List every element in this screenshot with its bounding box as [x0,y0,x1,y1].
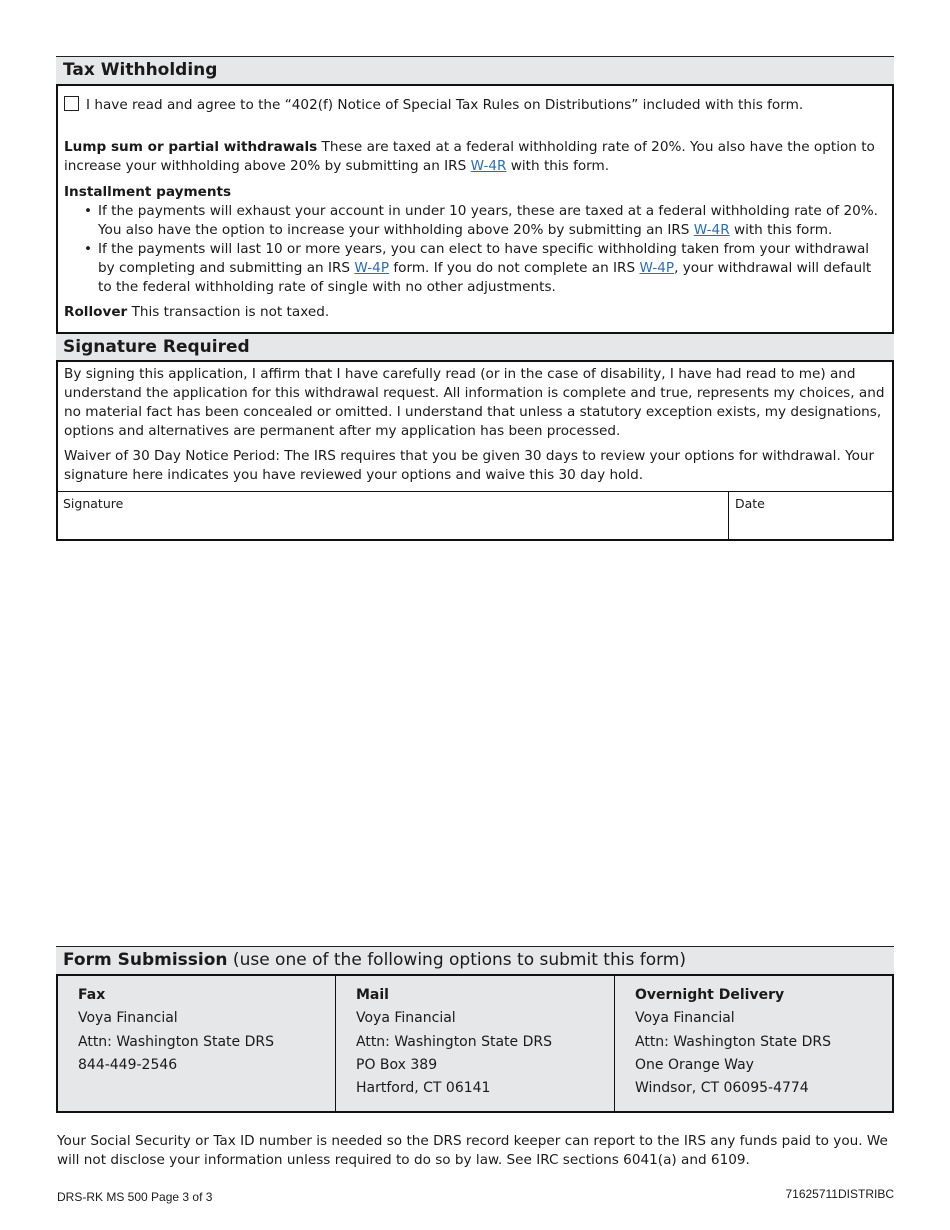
form-submission-title: Form Submission [63,950,228,970]
address-line: Hartford, CT 06141 [356,1080,491,1097]
address-line: Attn: Washington State DRS [356,1033,552,1050]
w4r-link[interactable]: W-4R [470,158,507,174]
footer-form-id: DRS-RK MS 500 Page 3 of 3 [57,1190,213,1204]
footer-barcode-id: 71625711DISTRIBC [785,1187,894,1201]
address-line: Windsor, CT 06095-4774 [635,1080,809,1097]
mail-title: Mail [356,987,389,1003]
installment-label: Installment payments [64,184,232,200]
fax-column [58,976,336,1111]
form-submission-subtitle: (use one of the following options to submit this form) [227,950,686,970]
form-submission-box [56,974,894,1113]
rollover-label: Rollover [64,304,128,320]
form-submission-header [56,946,894,975]
w4p-link[interactable]: W-4P [639,260,675,276]
waiver-text: Waiver of 30 Day Notice Period: The IRS requires that you be given 30 days to review your options for withdrawal. Your signature here indicates you have reviewed your options and waive this 30 day hold. [64,448,875,483]
signature-label: Signature [63,496,124,511]
installment-bullet-2: • If the payments will last 10 or more years, you can elect to have specific withholding taken from your withdrawal by completing and submitting an IRS W-4P form. If you do not complete an IRS W-4P, your withdrawal will default to the federal withholding rate of single with no other adjustments. [98,240,886,297]
w4p-link[interactable]: W-4P [354,260,390,276]
fax-number: 844-449-2546 [78,1056,178,1073]
agree-label: I have read and agree to the “402(f) Notice of Special Tax Rules on Distributions” included with this form. [86,97,804,113]
address-line: Voya Financial [356,1010,456,1027]
date-field[interactable] [728,492,892,539]
agree-checkbox[interactable] [64,96,79,111]
address-line: One Orange Way [635,1056,754,1073]
tax-withholding-header: Tax Withholding [56,56,894,85]
affirmation-text: By signing this application, I affirm that I have carefully read (or in the case of disability, I have had read to me) and understand the application for this withdrawal request. All information is complete and true, represents my choices, and no material fact has been concealed or omitted. I understand that unless a statutory exception exists, my designations, options and alternatives are permanent after my application has been processed. [64,366,885,439]
tax-withholding-box [56,84,894,334]
address-line: Attn: Washington State DRS [635,1033,831,1050]
mail-column [336,976,615,1111]
address-line: Voya Financial [635,1010,735,1027]
installment-bullet-1: • If the payments will exhaust your account in under 10 years, these are taxed at a federal withholding rate of 20%. You also have the option to increase your withholding above 20% by submitting an IRS W-4R with this form. [98,202,886,240]
date-label: Date [735,496,765,511]
w4r-link[interactable]: W-4R [693,222,730,238]
lump-text-end: with this form. [506,158,610,174]
signature-box [56,360,894,541]
address-line: Voya Financial [78,1010,178,1027]
lump-label: Lump sum or partial withdrawals [64,139,318,155]
overnight-column [615,976,892,1111]
overnight-title: Overnight Delivery [635,987,785,1003]
fax-title: Fax [78,987,106,1003]
lump-text: These are taxed at a federal withholding rate of 20%. You also have the option to increase your withholding above 20% by submitting an IRS [64,139,875,174]
signature-header: Signature Required [56,334,894,361]
address-line: PO Box 389 [356,1056,438,1073]
address-line: Attn: Washington State DRS [78,1033,274,1050]
signature-field[interactable] [58,492,738,539]
privacy-notice: Your Social Security or Tax ID number is needed so the DRS record keeper can report to the IRS any funds paid to you. We will not disclose your information unless required to do so by law. See IRC sections 6041(a) and 6109. [57,1133,888,1168]
rollover-text: This transaction is not taxed. [127,304,330,320]
